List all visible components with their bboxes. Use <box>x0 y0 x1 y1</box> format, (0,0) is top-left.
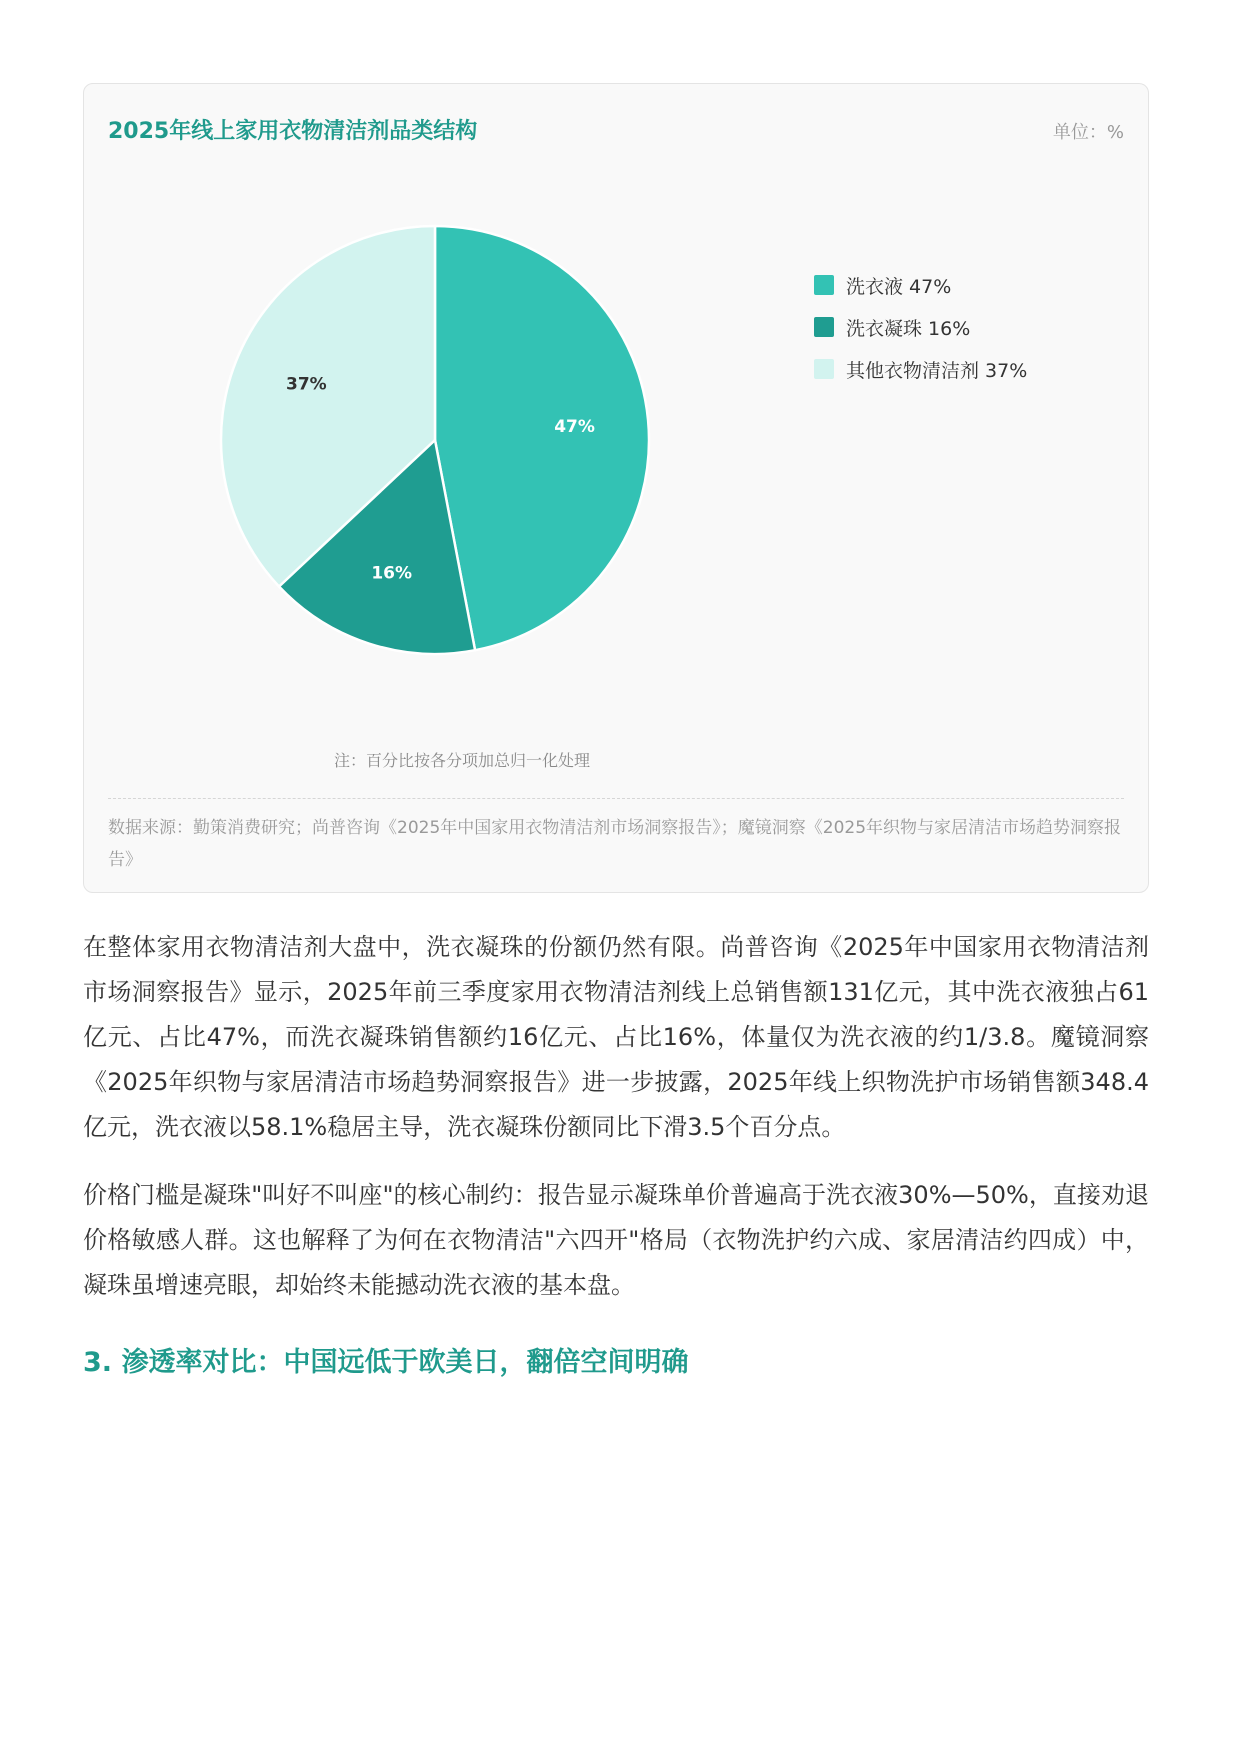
pie-data-label: 16% <box>371 563 413 584</box>
article-paragraph-2: 价格门槛是凝珠"叫好不叫座"的核心制约：报告显示凝珠单价普遍高于洗衣液30%—50%，直接劝退价格敏感人群。这也解释了为何在衣物清洁"六四开"格局（衣物洗护约六成、家居清洁约四成）中，凝珠虽增速亮眼，却始终未能撼动洗衣液的基本盘。 <box>83 1181 1149 1299</box>
legend-label: 洗衣凝珠 16% <box>846 317 971 340</box>
pie-slice <box>435 226 649 650</box>
pie-data-label: 37% <box>286 374 327 395</box>
chart-note: 注：百分比按各分项加总归一化处理 <box>334 751 591 770</box>
chart-unit: 单位：% <box>1052 122 1124 143</box>
section-heading: 3. 渗透率对比：中国远低于欧美日，翻倍空间明确 <box>83 1347 689 1378</box>
legend-swatch <box>814 275 834 295</box>
pie-chart <box>84 84 1148 784</box>
legend-label: 其他衣物清洁剂 37% <box>846 359 1028 382</box>
chart-card <box>83 83 1149 893</box>
article-paragraph-1: 在整体家用衣物清洁剂大盘中，洗衣凝珠的份额仍然有限。尚普咨询《2025年中国家用衣物清洁剂市场洞察报告》显示，2025年前三季度家用衣物清洁剂线上总销售额131亿元，其中洗衣液独占61亿元、占比47%，而洗衣凝珠销售额约16亿元、占比16%，体量仅为洗衣液的约1/3.8。魔镜洞察《2025年织物与家居清洁市场趋势洞察报告》进一步披露，2025年线上织物洗护市场销售额348.4亿元，洗衣液以58.1%稳居主导，洗衣凝珠份额同比下滑3.5个百分点。 <box>83 933 1149 1141</box>
legend-label: 洗衣液 47% <box>846 275 952 298</box>
legend-item <box>814 348 1027 390</box>
data-source: 数据来源：勤策消费研究；尚普咨询《2025年中国家用衣物清洁剂市场洞察报告》；魔镜洞察《2025年织物与家居清洁市场趋势洞察报告》 <box>108 818 1122 870</box>
legend-swatch <box>814 317 834 337</box>
chart-title: 2025年线上家用衣物清洁剂品类结构 <box>108 119 478 144</box>
source-divider <box>108 798 1124 799</box>
legend-swatch <box>814 359 834 379</box>
legend-item <box>814 264 1027 306</box>
legend-item <box>814 306 1027 348</box>
pie-data-label: 47% <box>554 416 595 437</box>
chart-legend <box>814 264 1027 390</box>
